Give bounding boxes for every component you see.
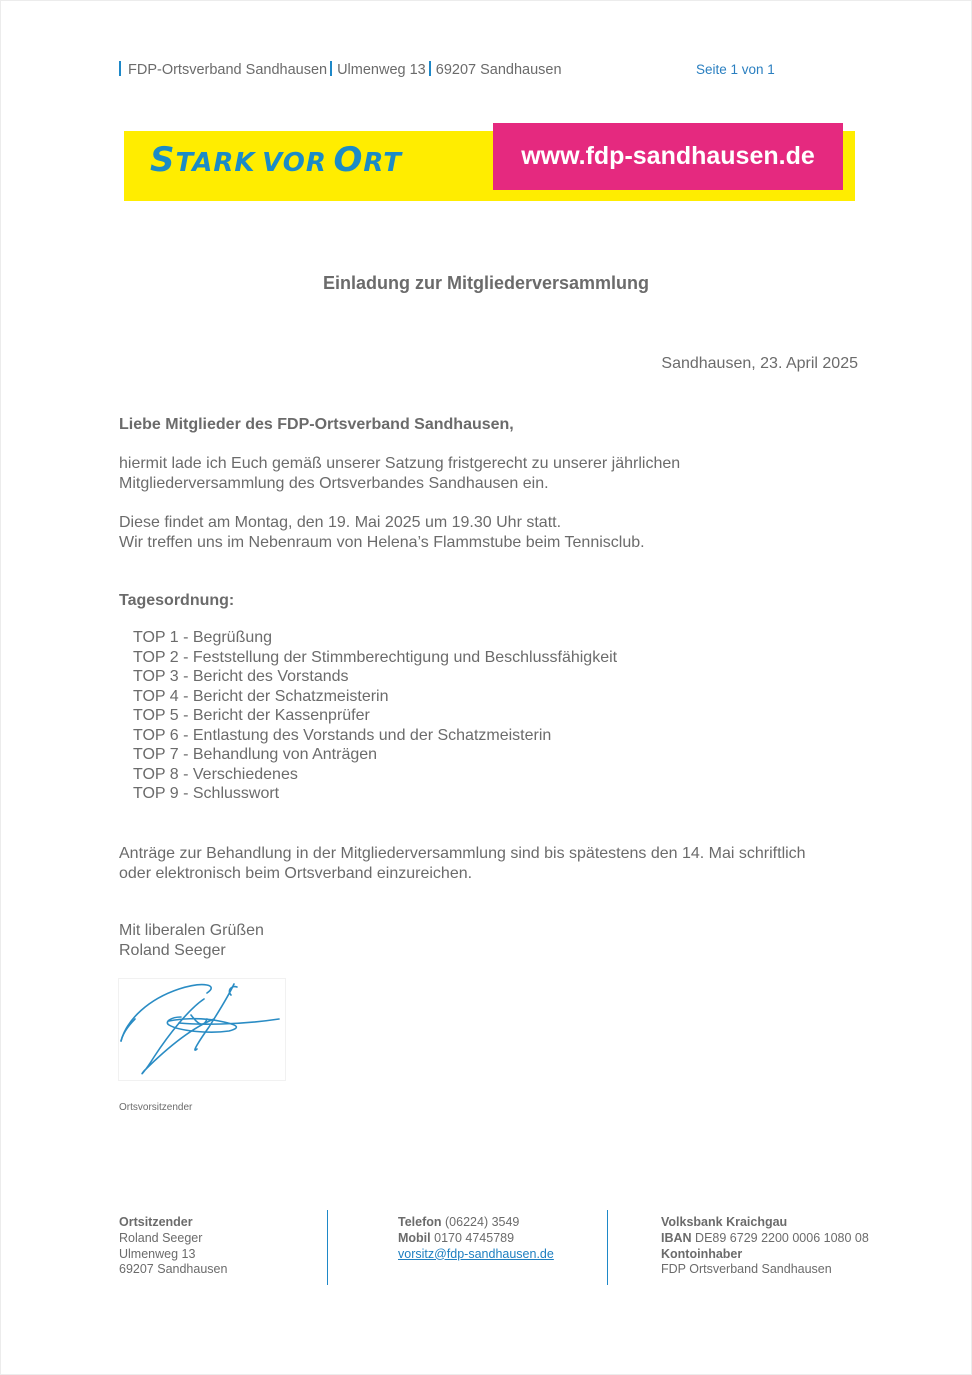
agenda-list [133,628,617,804]
closing-block [119,921,264,960]
footer-street: Ulmenweg 13 [119,1246,196,1261]
signature-drawing [119,979,285,1080]
phone-label: Telefon [398,1215,442,1229]
header-organization: FDP-Ortsverband Sandhausen [128,62,328,78]
paragraph-line: Diese findet am Montag, den 19. Mai 2025 um 19.30 Uhr statt. [119,514,562,531]
paragraph-line: Wir treffen uns im Nebenraum von Helena’s Flammstube beim Tennisclub. [119,533,645,551]
bank-name: Volksbank Kraichgau [661,1215,788,1229]
iban-value: DE89 6729 2200 0006 1080 08 [695,1230,869,1245]
header-street: Ulmenweg 13 [337,62,426,78]
agenda-item: TOP 4 - Bericht der Schatzmeisterin [133,687,389,705]
footer-phone-info [398,1215,554,1262]
agenda-item: TOP 3 - Bericht des Vorstands [133,668,349,685]
holder-label: Kontoinhaber [661,1246,743,1261]
phone-number: (06224) 3549 [445,1215,520,1229]
salutation: Liebe Mitglieder des FDP-Ortsverband Sandhausen, [119,416,514,433]
signature-image [118,978,286,1081]
slogan-word: VOR [262,148,327,178]
paragraph-invitation [119,454,680,493]
footer-city: 69207 Sandhausen [119,1262,228,1277]
signer-name: Roland Seeger [119,941,226,959]
agenda-item: TOP 2 - Feststellung der Stimmberechtigung und Beschlussfähigkeit [133,648,618,666]
separator-bar [330,61,332,76]
footer-iban-row [661,1231,869,1247]
mobile-label: Mobil [398,1230,431,1245]
footer-heading: Ortsitzender [119,1215,193,1229]
paragraph-line: oder elektronisch beim Ortsverband einzureichen. [119,864,473,882]
mobile-number: 0170 4745789 [434,1230,515,1245]
banner-url[interactable]: www.fdp-sandhausen.de [521,142,815,170]
separator-bar [429,61,431,76]
paragraph-line: Anträge zur Behandlung in der Mitgliederversammlung sind bis spätestens den 14. Mai schriftlich [119,845,806,862]
footer-bank-info [661,1215,869,1278]
header-city: 69207 Sandhausen [435,62,562,78]
footer-divider [607,1210,608,1285]
document-title: Einladung zur Mitgliederversammlung [322,273,650,293]
slogan-word: RT [363,148,402,178]
paragraph-line: Mitgliederversammlung des Ortsverbandes Sandhausen ein. [119,474,549,492]
footer-contact-person [119,1215,227,1278]
agenda-item: TOP 5 - Bericht der Kassenprüfer [133,707,370,724]
agenda-item: TOP 1 - Begrüßung [133,629,273,646]
letterhead-address [119,61,562,78]
paragraph-line: hiermit lade ich Euch gemäß unserer Satzung fristgerecht zu unserer jährlichen [119,455,681,472]
agenda-item: TOP 6 - Entlastung des Vorstands und der Schatzmeisterin [133,726,552,744]
slogan-word: TARK [175,148,256,178]
footer-name: Roland Seeger [119,1230,203,1245]
date-line: Sandhausen, 23. April 2025 [661,355,858,372]
slogan-letter: O [333,140,364,180]
holder-value: FDP Ortsverband Sandhausen [661,1262,832,1277]
agenda-item: TOP 8 - Verschiedenes [133,765,298,783]
paragraph-date-location [119,513,645,552]
closing-text: Mit liberalen Grüßen [119,922,264,939]
iban-label: IBAN [661,1230,692,1245]
separator-bar [119,61,121,76]
agenda-heading: Tagesordnung: [119,592,235,609]
footer-phone-row [398,1215,554,1231]
paragraph-motions [119,844,806,883]
banner-slogan [150,140,402,180]
page-count: Seite 1 von 1 [696,62,775,77]
signer-role: Ortsvorsitzender [119,1102,193,1113]
footer-divider [327,1210,328,1285]
footer-mobile-row [398,1231,554,1247]
agenda-item: TOP 9 - Schlusswort [133,785,280,802]
agenda-item: TOP 7 - Behandlung von Anträgen [133,746,378,763]
email-link[interactable]: vorsitz@fdp-sandhausen.de [398,1246,554,1261]
slogan-letter: S [150,140,176,180]
